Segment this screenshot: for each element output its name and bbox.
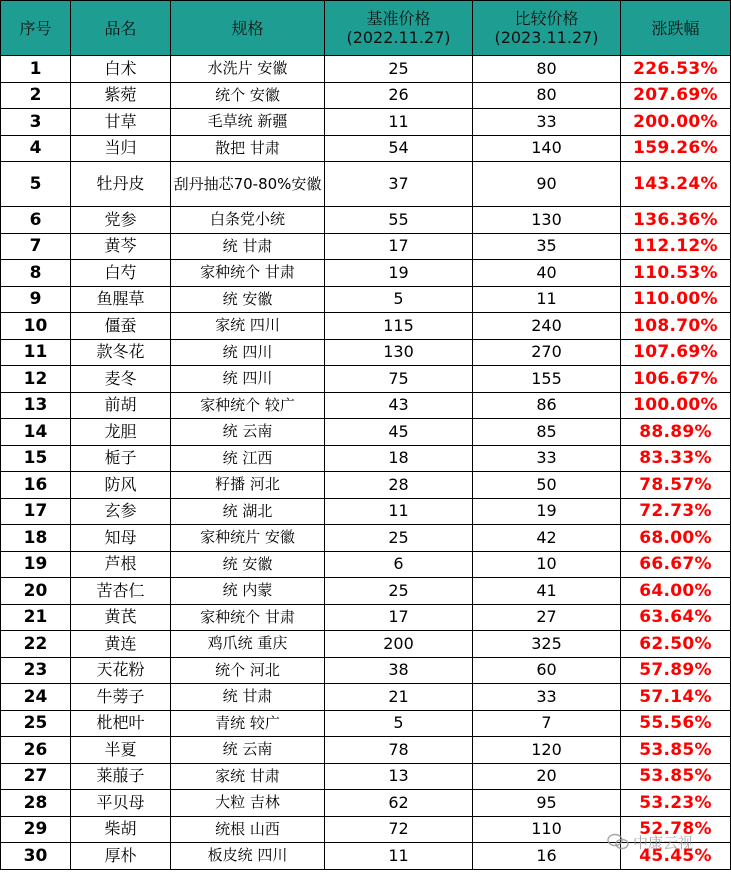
cell-name: 黄连 (71, 631, 171, 658)
table-row (1, 472, 731, 499)
table-row (1, 109, 731, 136)
header-change: 涨跌幅 (621, 1, 731, 56)
cell-compare-price: 40 (473, 260, 621, 287)
cell-base-price: 25 (325, 578, 473, 605)
table-row (1, 604, 731, 631)
table-row (1, 843, 731, 870)
table-row (1, 578, 731, 605)
cell-index: 20 (1, 578, 71, 605)
cell-compare-price: 270 (473, 339, 621, 366)
table-row (1, 790, 731, 817)
table-row (1, 737, 731, 764)
cell-name: 甘草 (71, 109, 171, 136)
cell-spec: 统 内蒙 (171, 578, 325, 605)
cell-base-price: 25 (325, 525, 473, 552)
cell-index: 25 (1, 710, 71, 737)
cell-spec: 统 安徽 (171, 286, 325, 313)
cell-compare-price: 33 (473, 684, 621, 711)
cell-name: 牡丹皮 (71, 162, 171, 207)
cell-spec: 籽播 河北 (171, 472, 325, 499)
cell-base-price: 17 (325, 604, 473, 631)
cell-compare-price: 110 (473, 816, 621, 843)
cell-change: 66.67% (621, 551, 731, 578)
cell-change: 83.33% (621, 445, 731, 472)
cell-compare-price: 80 (473, 56, 621, 83)
cell-base-price: 5 (325, 286, 473, 313)
cell-compare-price: 155 (473, 366, 621, 393)
cell-compare-price: 95 (473, 790, 621, 817)
cell-change: 68.00% (621, 525, 731, 552)
cell-name: 僵蚕 (71, 313, 171, 340)
cell-spec: 统 云南 (171, 737, 325, 764)
table-row (1, 207, 731, 234)
cell-index: 13 (1, 392, 71, 419)
cell-index: 9 (1, 286, 71, 313)
cell-change: 110.53% (621, 260, 731, 287)
table-row (1, 162, 731, 207)
header-compare-date: (2023.11.27) (494, 28, 599, 47)
cell-index: 4 (1, 135, 71, 162)
cell-compare-price: 130 (473, 207, 621, 234)
cell-index: 2 (1, 82, 71, 109)
cell-index: 5 (1, 162, 71, 207)
cell-spec: 统个 河北 (171, 657, 325, 684)
cell-spec: 家统 甘肃 (171, 763, 325, 790)
cell-change: 53.85% (621, 763, 731, 790)
cell-index: 21 (1, 604, 71, 631)
cell-base-price: 62 (325, 790, 473, 817)
cell-spec: 家统 四川 (171, 313, 325, 340)
cell-base-price: 21 (325, 684, 473, 711)
table-row (1, 763, 731, 790)
cell-index: 30 (1, 843, 71, 870)
cell-name: 芦根 (71, 551, 171, 578)
cell-change: 64.00% (621, 578, 731, 605)
cell-index: 11 (1, 339, 71, 366)
table-row (1, 445, 731, 472)
cell-name: 厚朴 (71, 843, 171, 870)
cell-spec: 统 湖北 (171, 498, 325, 525)
cell-change: 88.89% (621, 419, 731, 446)
cell-name: 防风 (71, 472, 171, 499)
cell-compare-price: 16 (473, 843, 621, 870)
cell-base-price: 28 (325, 472, 473, 499)
cell-name: 龙胆 (71, 419, 171, 446)
cell-name: 栀子 (71, 445, 171, 472)
cell-base-price: 115 (325, 313, 473, 340)
cell-spec: 统 四川 (171, 339, 325, 366)
cell-base-price: 13 (325, 763, 473, 790)
header-row (1, 1, 731, 56)
cell-name: 玄参 (71, 498, 171, 525)
table-row (1, 260, 731, 287)
cell-base-price: 54 (325, 135, 473, 162)
cell-name: 当归 (71, 135, 171, 162)
cell-spec: 水洗片 安徽 (171, 56, 325, 83)
cell-name: 天花粉 (71, 657, 171, 684)
table-row (1, 366, 731, 393)
cell-compare-price: 33 (473, 109, 621, 136)
cell-spec: 统个 安徽 (171, 82, 325, 109)
header-index: 序号 (1, 1, 71, 56)
cell-change: 226.53% (621, 56, 731, 83)
cell-name: 白芍 (71, 260, 171, 287)
table-body (1, 56, 731, 870)
cell-spec: 统 甘肃 (171, 684, 325, 711)
table-row (1, 551, 731, 578)
cell-compare-price: 20 (473, 763, 621, 790)
cell-base-price: 17 (325, 233, 473, 260)
cell-name: 黄芩 (71, 233, 171, 260)
table-row (1, 339, 731, 366)
cell-index: 14 (1, 419, 71, 446)
cell-base-price: 25 (325, 56, 473, 83)
table-row (1, 419, 731, 446)
cell-spec: 毛草统 新疆 (171, 109, 325, 136)
cell-spec: 家种统个 较广 (171, 392, 325, 419)
cell-base-price: 38 (325, 657, 473, 684)
table-row (1, 56, 731, 83)
cell-name: 黄芪 (71, 604, 171, 631)
table-row (1, 657, 731, 684)
cell-name: 前胡 (71, 392, 171, 419)
cell-base-price: 37 (325, 162, 473, 207)
cell-change: 112.12% (621, 233, 731, 260)
cell-base-price: 75 (325, 366, 473, 393)
cell-compare-price: 11 (473, 286, 621, 313)
cell-index: 16 (1, 472, 71, 499)
cell-change: 100.00% (621, 392, 731, 419)
cell-change: 207.69% (621, 82, 731, 109)
cell-name: 麦冬 (71, 366, 171, 393)
table-row (1, 233, 731, 260)
cell-compare-price: 85 (473, 419, 621, 446)
table-row (1, 82, 731, 109)
cell-index: 7 (1, 233, 71, 260)
cell-base-price: 5 (325, 710, 473, 737)
cell-name: 紫菀 (71, 82, 171, 109)
cell-spec: 青统 较广 (171, 710, 325, 737)
watermark-text: 中康云视 (633, 833, 694, 852)
cell-index: 10 (1, 313, 71, 340)
cell-spec: 大粒 吉林 (171, 790, 325, 817)
cell-compare-price: 86 (473, 392, 621, 419)
cell-base-price: 130 (325, 339, 473, 366)
table-row (1, 135, 731, 162)
table-row (1, 525, 731, 552)
cell-index: 18 (1, 525, 71, 552)
cell-change: 45.45% (621, 843, 731, 870)
cell-base-price: 78 (325, 737, 473, 764)
cell-spec: 家种统个 甘肃 (171, 260, 325, 287)
cell-name: 半夏 (71, 737, 171, 764)
cell-index: 8 (1, 260, 71, 287)
header-spec: 规格 (171, 1, 325, 56)
cell-change: 55.56% (621, 710, 731, 737)
cell-spec: 家种统片 安徽 (171, 525, 325, 552)
cell-index: 1 (1, 56, 71, 83)
cell-compare-price: 27 (473, 604, 621, 631)
cell-base-price: 45 (325, 419, 473, 446)
cell-base-price: 6 (325, 551, 473, 578)
table-row (1, 631, 731, 658)
cell-name: 柴胡 (71, 816, 171, 843)
cell-name: 鱼腥草 (71, 286, 171, 313)
cell-spec: 散把 甘肃 (171, 135, 325, 162)
cell-change: 52.78% (621, 816, 731, 843)
cell-base-price: 18 (325, 445, 473, 472)
cell-base-price: 43 (325, 392, 473, 419)
cell-change: 107.69% (621, 339, 731, 366)
cell-change: 62.50% (621, 631, 731, 658)
header-compare-price-label: 比较价格 (514, 9, 579, 28)
cell-base-price: 200 (325, 631, 473, 658)
cell-change: 106.67% (621, 366, 731, 393)
cell-spec: 统 四川 (171, 366, 325, 393)
cell-base-price: 19 (325, 260, 473, 287)
header-base-price-label: 基准价格 (366, 9, 431, 28)
cell-compare-price: 240 (473, 313, 621, 340)
cell-compare-price: 325 (473, 631, 621, 658)
cell-change: 57.89% (621, 657, 731, 684)
cell-compare-price: 90 (473, 162, 621, 207)
cell-change: 72.73% (621, 498, 731, 525)
cell-compare-price: 33 (473, 445, 621, 472)
cell-compare-price: 42 (473, 525, 621, 552)
cell-name: 款冬花 (71, 339, 171, 366)
cell-change: 53.23% (621, 790, 731, 817)
cell-change: 110.00% (621, 286, 731, 313)
cell-spec: 鸡爪统 重庆 (171, 631, 325, 658)
cell-change: 136.36% (621, 207, 731, 234)
cell-spec: 统 江西 (171, 445, 325, 472)
cell-index: 3 (1, 109, 71, 136)
cell-index: 22 (1, 631, 71, 658)
cell-compare-price: 140 (473, 135, 621, 162)
cell-change: 53.85% (621, 737, 731, 764)
cell-base-price: 11 (325, 109, 473, 136)
cell-compare-price: 41 (473, 578, 621, 605)
cell-compare-price: 19 (473, 498, 621, 525)
cell-base-price: 11 (325, 498, 473, 525)
cell-index: 23 (1, 657, 71, 684)
cell-name: 平贝母 (71, 790, 171, 817)
cell-spec: 统根 山西 (171, 816, 325, 843)
table-row (1, 498, 731, 525)
cell-base-price: 26 (325, 82, 473, 109)
header-base-date: (2022.11.27) (346, 28, 451, 47)
cell-name: 牛蒡子 (71, 684, 171, 711)
table-row (1, 816, 731, 843)
cell-spec: 板皮统 四川 (171, 843, 325, 870)
cell-index: 27 (1, 763, 71, 790)
cell-compare-price: 80 (473, 82, 621, 109)
cell-index: 19 (1, 551, 71, 578)
table-row (1, 286, 731, 313)
cell-index: 29 (1, 816, 71, 843)
header-compare-price (473, 1, 621, 56)
cell-spec: 家种统个 甘肃 (171, 604, 325, 631)
cell-index: 17 (1, 498, 71, 525)
cell-index: 24 (1, 684, 71, 711)
cell-compare-price: 60 (473, 657, 621, 684)
cell-name: 党参 (71, 207, 171, 234)
cell-change: 78.57% (621, 472, 731, 499)
cell-index: 6 (1, 207, 71, 234)
cell-base-price: 72 (325, 816, 473, 843)
cell-change: 143.24% (621, 162, 731, 207)
table-row (1, 392, 731, 419)
cell-compare-price: 120 (473, 737, 621, 764)
cell-change: 108.70% (621, 313, 731, 340)
cell-change: 57.14% (621, 684, 731, 711)
cell-index: 12 (1, 366, 71, 393)
cell-spec: 白条党小统 (171, 207, 325, 234)
cell-compare-price: 50 (473, 472, 621, 499)
cell-name: 知母 (71, 525, 171, 552)
cell-change: 200.00% (621, 109, 731, 136)
cell-compare-price: 35 (473, 233, 621, 260)
cell-compare-price: 10 (473, 551, 621, 578)
cell-base-price: 11 (325, 843, 473, 870)
cell-base-price: 55 (325, 207, 473, 234)
cell-spec: 统 甘肃 (171, 233, 325, 260)
table-row (1, 710, 731, 737)
table-row (1, 684, 731, 711)
cell-spec: 统 云南 (171, 419, 325, 446)
cell-index: 26 (1, 737, 71, 764)
table-row (1, 313, 731, 340)
header-base-price (325, 1, 473, 56)
cell-spec: 统 安徽 (171, 551, 325, 578)
cell-compare-price: 7 (473, 710, 621, 737)
cell-name: 莱菔子 (71, 763, 171, 790)
cell-change: 159.26% (621, 135, 731, 162)
cell-index: 15 (1, 445, 71, 472)
cell-name: 白术 (71, 56, 171, 83)
cell-change: 63.64% (621, 604, 731, 631)
header-name: 品名 (71, 1, 171, 56)
cell-index: 28 (1, 790, 71, 817)
cell-name: 枇杷叶 (71, 710, 171, 737)
cell-name: 苦杏仁 (71, 578, 171, 605)
cell-spec: 刮丹抽芯70-80%安徽 (171, 162, 325, 207)
